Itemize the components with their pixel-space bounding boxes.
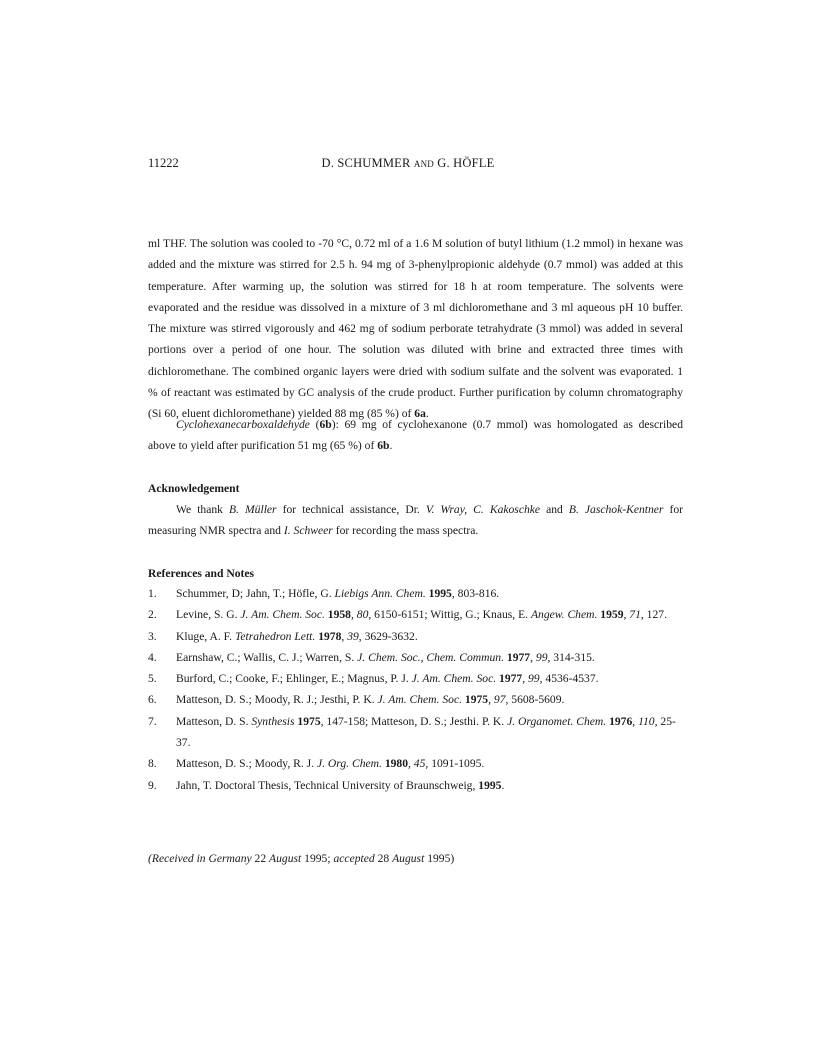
reference-item <box>148 668 688 689</box>
text-run: , 5608-5609. <box>505 693 565 707</box>
text-run: ): 69 mg of cyclohexanone (0.7 mmol) was homologated as described above to yield after purification 51 mg (65 %) of <box>148 418 683 453</box>
text-run: August <box>269 852 302 865</box>
received-accepted-note <box>148 852 454 865</box>
reference-number: 1. <box>148 587 157 600</box>
journal-name: Tetrahedron Lett. <box>234 629 316 643</box>
reference-number: 3. <box>148 629 157 643</box>
paragraph-6b <box>148 414 683 457</box>
reference-item <box>148 753 688 774</box>
year: 1980 <box>384 757 408 771</box>
reference-item <box>148 647 688 668</box>
journal-name: J. Org. Chem. <box>316 757 382 771</box>
volume: 99 <box>528 672 540 686</box>
year: 1977 <box>506 650 531 664</box>
reference-text <box>176 604 688 625</box>
reference-text <box>176 689 688 710</box>
compound-label: 6b <box>319 418 332 431</box>
journal-name: J. Organomet. Chem. <box>507 714 607 728</box>
reference-text <box>176 583 688 604</box>
text-run: , 6150-6151; Wittig, G.; Knaus, E. <box>368 608 531 622</box>
acknowledgement-heading: Acknowledgement <box>148 482 240 495</box>
reference-number: 6. <box>148 693 157 707</box>
volume: 45 <box>413 757 426 771</box>
reference-item <box>148 775 688 796</box>
journal-name: Synthesis <box>251 714 295 728</box>
year: 1978 <box>318 629 342 643</box>
person-name: B. Müller <box>229 503 277 516</box>
year: 1958 <box>327 608 351 622</box>
person-name: V. Wray, C. Kakoschke <box>425 503 541 516</box>
text-run: Matteson, D. S. <box>176 714 252 728</box>
volume: 80 <box>356 608 369 622</box>
text-run: , <box>341 629 348 643</box>
volume: 39 <box>347 629 359 643</box>
running-head-part: CHUMMER and G. H <box>344 156 463 170</box>
volume: 71 <box>629 608 641 622</box>
text-run: , 147-158; Matteson, D. S.; Jesthi. P. K. <box>320 714 508 728</box>
year: 1977 <box>499 672 523 686</box>
text-run: and <box>540 503 569 516</box>
reference-text <box>176 647 688 668</box>
text-run: for measuring NMR spectra and <box>148 503 684 538</box>
volume: 110, <box>638 714 658 728</box>
reference-item <box>148 626 688 647</box>
running-head-part: ÖFLE <box>462 156 495 170</box>
acknowledgement-text <box>148 499 683 542</box>
text-run: 1995; <box>301 852 334 865</box>
paragraph-experimental <box>148 233 683 425</box>
text-run: 28 <box>374 852 393 865</box>
text-run: . <box>501 778 505 792</box>
journal-name: Liebigs Ann. Chem. <box>334 587 426 600</box>
reference-text <box>176 711 688 754</box>
journal-name: J. Am. Chem. Soc. <box>411 672 497 686</box>
volume: 97 <box>493 693 506 707</box>
text-run: for technical assistance, Dr. <box>276 503 426 516</box>
reference-text <box>176 626 688 647</box>
text-run: 25-37. <box>176 714 676 750</box>
text-run: 22 <box>251 852 270 865</box>
text-run: accepted <box>333 852 375 865</box>
running-head <box>0 156 816 171</box>
compound-label: 6a <box>414 407 426 421</box>
reference-item <box>148 604 688 625</box>
journal-name: J. Am. Chem. Soc. <box>240 608 325 622</box>
text-run: Schummer, D; Jahn, T.; Höfle, G. <box>176 587 335 600</box>
reference-number: 4. <box>148 650 157 664</box>
reference-item <box>148 689 688 710</box>
text-run: , <box>522 672 528 686</box>
text-run: Matteson, D. S.; Moody, R. J.; Jesthi, P. K. <box>176 693 378 707</box>
text-run: , 314-315. <box>547 650 595 664</box>
journal-name: J. Chem. Soc., Chem. Commun. <box>357 650 504 664</box>
text-run: ( <box>309 418 320 431</box>
reference-text <box>176 775 688 796</box>
text-run: , 1091-1095. <box>425 757 485 771</box>
text-run: We thank <box>176 503 229 516</box>
reference-number: 9. <box>148 778 157 792</box>
text-run: , 4536-4537. <box>539 672 599 686</box>
text-run: August <box>392 852 425 865</box>
text-run: for recording the mass spectra. <box>332 524 479 538</box>
reference-text <box>176 753 688 774</box>
text-run: . <box>425 407 429 421</box>
volume: 99 <box>535 650 548 664</box>
text-run: , <box>530 650 536 664</box>
journal-name: J. Am. Chem. Soc. <box>377 693 462 707</box>
text-run: , 3629-3632. <box>358 629 418 643</box>
text-run: . <box>389 439 393 453</box>
person-name: B. Jaschok-Kentner <box>568 503 664 516</box>
page-number: 11222 <box>148 156 179 170</box>
reference-text <box>176 668 688 689</box>
references-list <box>148 583 688 796</box>
text-run: Earnshaw, C.; Wallis, C. J.; Warren, S. <box>176 650 358 664</box>
reference-item <box>148 711 688 754</box>
text-run: , 127. <box>640 608 667 622</box>
text-run: , <box>408 757 414 771</box>
person-name: I. Schweer <box>283 524 333 538</box>
text-run: Kluge, A. F. <box>176 629 235 643</box>
text-run: 1995) <box>424 852 455 865</box>
text-run: Levine, S. G. <box>176 608 241 622</box>
text-run: , <box>623 608 630 622</box>
text-run: , 803-816. <box>451 587 500 600</box>
text-run: Jahn, T. Doctoral Thesis, Technical University of Braunschweig, <box>176 778 479 792</box>
text-run: Burford, C.; Cooke, F.; Ehlinger, E.; Magnus, P. J. <box>176 672 412 686</box>
text-run: , <box>488 693 494 707</box>
compound-label: 6b <box>377 439 390 453</box>
text-run: Matteson, D. S.; Moody, R. J. <box>176 757 317 771</box>
text-run: ml THF. The solution was cooled to -70 °C, 0.72 ml of a 1.6 M solution of butyl lithium (1.2 mmol) in hexane was added and the mixture was stirred for 2.5 h. 94 mg of 3-phenylpropionic aldehyde (0.7 mmol) was added at this temperature. After warming up, the solution was stirred for 18 h at room temperature. The solvents were evaporated and the residue was dissolved in a mixture of 3 ml dichloromethane and 3 ml aqueous pH 10 buffer. The mixture was stirred vigorously and 462 mg of sodium perborate tetrahydrate (3 mmol) was added in several portions over a period of one hour. The solution was diluted with brine and extracted three times with dichloromethane. The combined organic layers were dried with sodium sulfate and the solvent was evaporated. 1 % of reactant was estimated by GC analysis of the crude product. Further purification by column chromatography (Si 60, eluent dichloromethane) yielded 88 mg (85 %) of <box>148 237 683 421</box>
reference-number: 5. <box>148 672 157 686</box>
reference-item <box>148 583 688 604</box>
year: 1959 <box>600 608 624 622</box>
year: 1975 <box>464 693 489 707</box>
year: 1975 <box>297 714 321 728</box>
reference-number: 7. <box>148 714 157 728</box>
text-run: , <box>632 714 639 728</box>
year: 1976 <box>609 714 633 728</box>
reference-number: 2. <box>148 608 157 622</box>
references-heading: References and Notes <box>148 567 255 580</box>
year: 1995 <box>478 778 502 792</box>
journal-name: Angew. Chem. <box>530 608 598 622</box>
running-head-part: D. S <box>321 156 345 170</box>
text-run: (Received in Germany <box>148 852 252 865</box>
year: 1995 <box>428 587 452 600</box>
text-run: , <box>350 608 357 622</box>
compound-name: Cyclohexanecarboxaldehyde <box>176 418 310 431</box>
reference-number: 8. <box>148 757 157 771</box>
